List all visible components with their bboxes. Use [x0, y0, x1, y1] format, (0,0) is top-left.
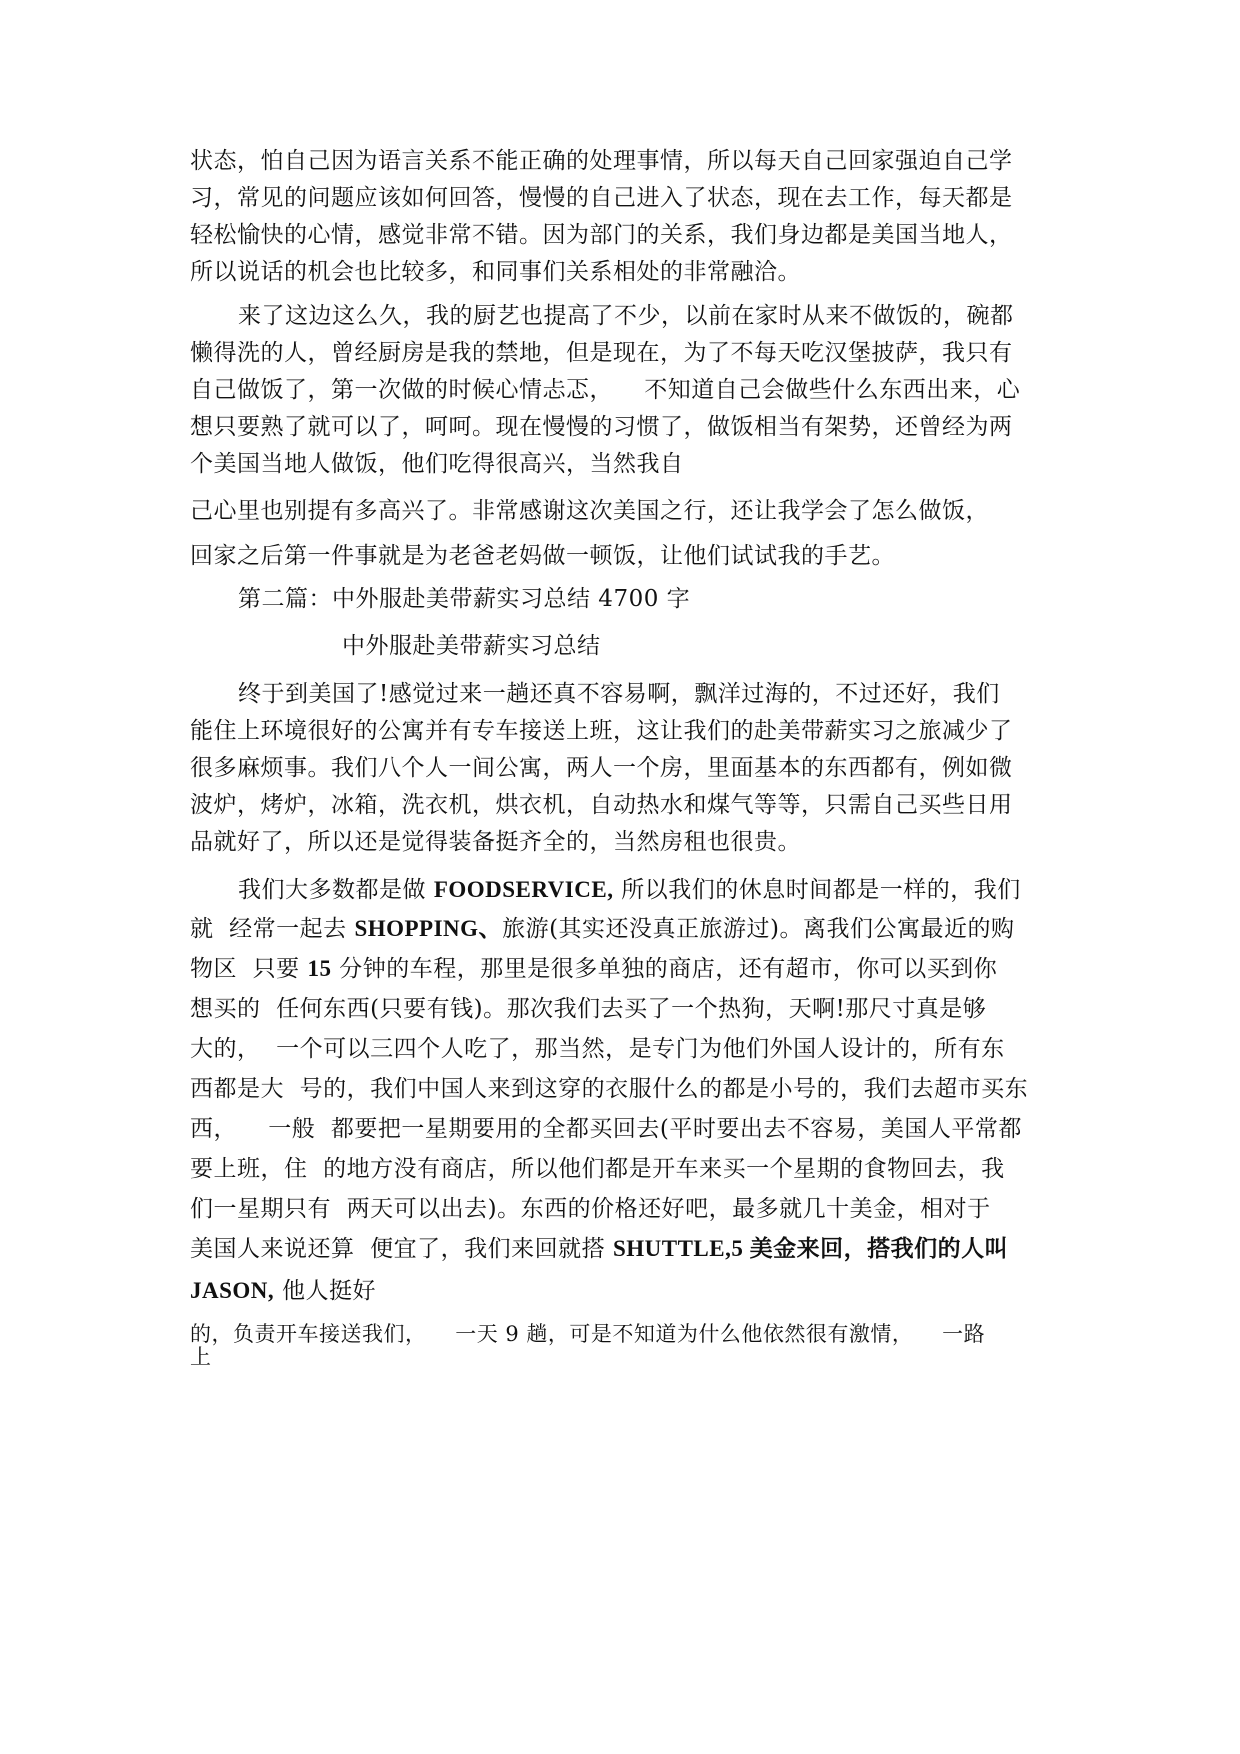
text-line: 西， 一般 都要把一星期要用的全都买回去(平时要出去不容易，美国人平常都 [190, 1116, 1022, 1142]
text-line: 回家之后第一件事就是为老爸老妈做一顿饭，让他们试试我的手艺。 [190, 543, 895, 569]
text-line: 习，常见的问题应该如何回答，慢慢的自己进入了状态，现在去工作，每天都是 [190, 185, 1013, 211]
text-line: 西都是大 号的，我们中国人来到这穿的衣服什么的都是小号的，我们去超市买东 [190, 1076, 1029, 1102]
text-span: 旅游(其实还没真正旅游过)。离我们公寓最近的购 [502, 916, 1015, 942]
text-line: 要上班，住 的地方没有商店，所以他们都是开车来买一个星期的食物回去，我 [190, 1156, 1005, 1182]
text-span-bold: JASON, [190, 1278, 275, 1303]
section-heading: 第二篇：中外服赴美带薪实习总结 4700 字 [238, 586, 691, 612]
text-span: 物区 只要 [190, 956, 308, 982]
text-span-bold: FOODSERVICE, [433, 877, 614, 902]
text-line: 来了这边这么久，我的厨艺也提高了不少，以前在家时从来不做饭的，碗都 [238, 303, 1014, 329]
text-line: 个美国当地人做饭，他们吃得很高兴，当然我自 [190, 451, 684, 477]
text-span-bold: SHUTTLE,5 美金来回，搭我们的人叫 [612, 1236, 1009, 1261]
text-line [190, 1275, 1070, 1307]
text-line: 上 [190, 1345, 212, 1369]
text-line: 轻松愉快的心情，感觉非常不错。因为部门的关系，我们身边都是美国当地人， [190, 222, 1013, 248]
text-span: 他人挺好 [274, 1278, 376, 1304]
text-line: 们一星期只有 两天可以出去)。东西的价格还好吧，最多就几十美金，相对于 [190, 1196, 991, 1222]
text-span: 就 经常一起去 [190, 916, 355, 942]
text-line [238, 874, 1118, 906]
text-line: 状态，怕自己因为语言关系不能正确的处理事情，所以每天自己回家强迫自己学 [190, 148, 1013, 174]
text-line: 大的， 一个可以三四个人吃了，那当然，是专门为他们外国人设计的，所有东 [190, 1036, 1005, 1062]
text-span: 美国人来说还算 便宜了，我们来回就搭 [190, 1236, 613, 1262]
text-line: 想买的 任何东西(只要有钱)。那次我们去买了一个热狗，天啊!那尺寸真是够 [190, 996, 987, 1022]
article-title: 中外服赴美带薪实习总结 [342, 633, 601, 659]
text-line: 很多麻烦事。我们八个人一间公寓，两人一个房，里面基本的东西都有，例如微 [190, 755, 1013, 781]
text-line: 波炉，烤炉，冰箱，洗衣机，烘衣机，自动热水和煤气等等，只需自己买些日用 [190, 792, 1013, 818]
text-line: 想只要熟了就可以了，呵呵。现在慢慢的习惯了，做饭相当有架势，还曾经为两 [190, 414, 1013, 440]
text-line: 能住上环境很好的公寓并有专车接送上班，这让我们的赴美带薪实习之旅减少了 [190, 718, 1013, 744]
text-line: 品就好了，所以还是觉得装备挺齐全的，当然房租也很贵。 [190, 829, 801, 855]
text-line: 自己做饭了，第一次做的时候心情忐忑， 不知道自己会做些什么东西出来，心 [190, 377, 1021, 403]
text-span: 我们大多数都是做 [238, 877, 434, 903]
text-span: 所以我们的休息时间都是一样的，我们 [613, 877, 1021, 903]
text-line: 所以说话的机会也比较多，和同事们关系相处的非常融洽。 [190, 259, 801, 285]
text-line: 的，负责开车接送我们， 一天 9 趟，可是不知道为什么他依然很有激情， 一路 [190, 1322, 986, 1346]
text-span: 分钟的车程，那里是很多单独的商店，还有超市，你可以买到你 [331, 956, 998, 982]
text-span-bold: SHOPPING、 [354, 916, 503, 941]
text-line [190, 953, 1070, 985]
text-line: 终于到美国了!感觉过来一趟还真不容易啊，飘洋过海的，不过还好，我们 [238, 681, 1000, 707]
text-line: 己心里也别提有多高兴了。非常感谢这次美国之行，还让我学会了怎么做饭， [190, 498, 989, 524]
text-line: 懒得洗的人，曾经厨房是我的禁地，但是现在，为了不每天吃汉堡披萨，我只有 [190, 340, 1013, 366]
text-line [190, 913, 1070, 945]
text-span-bold: 15 [307, 956, 332, 981]
text-line [190, 1233, 1070, 1265]
